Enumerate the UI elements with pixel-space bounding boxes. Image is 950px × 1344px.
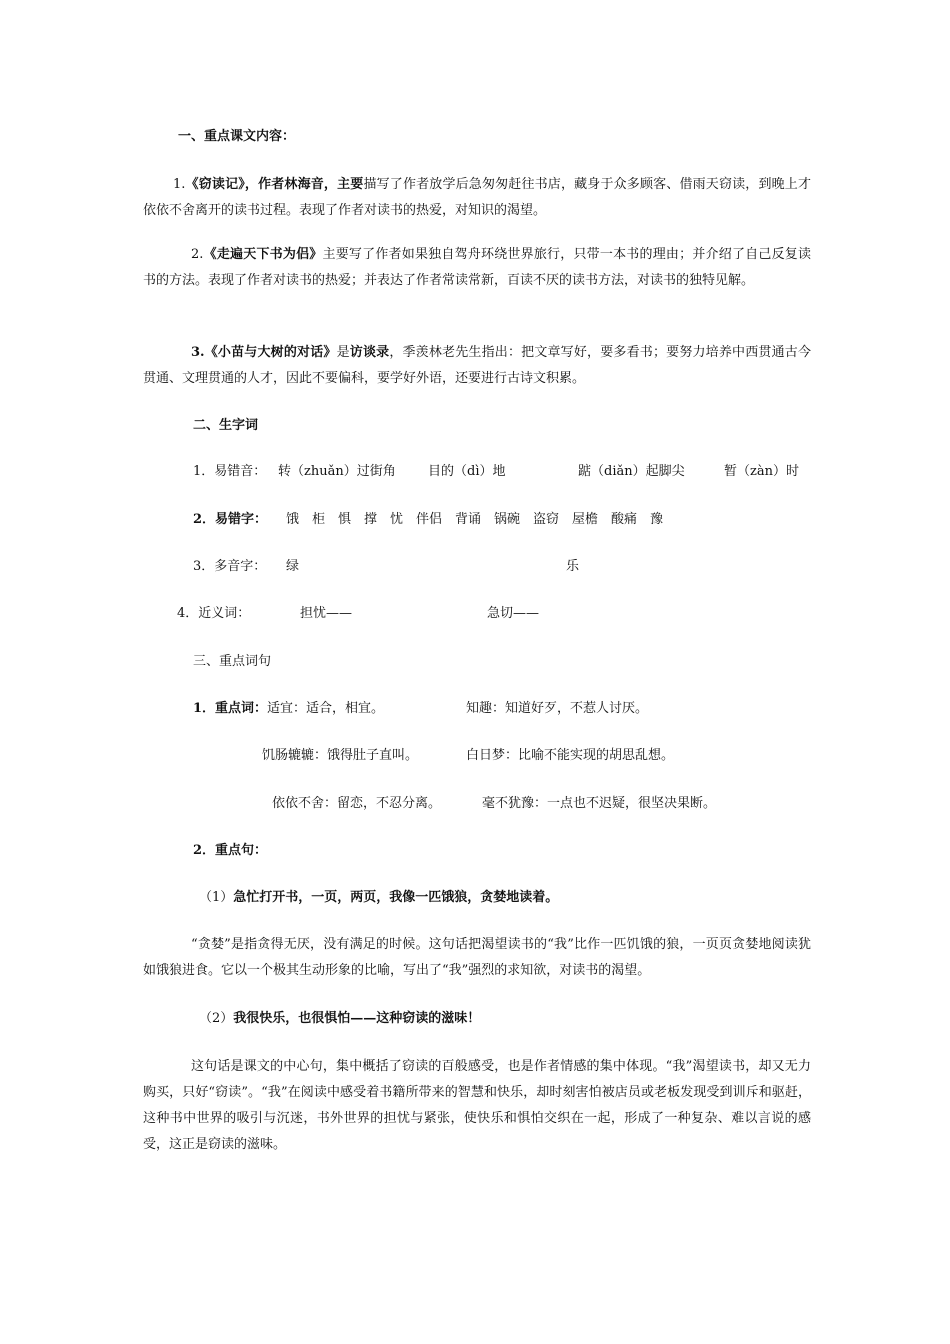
pronunciation-item-4: 暂（zàn）时 [724,464,799,479]
paragraph-1-title: 《窃读记》 [185,177,245,192]
section-heading-2: 二、生字词 [193,418,259,433]
key-word-3: 饥肠辘辘：饿得肚子直叫。 [262,748,419,763]
polyphone-b: 乐 [566,559,580,574]
synonym-b: 急切—— [487,606,540,621]
key-word-5: 依依不舍：留恋，不忍分离。 [272,796,442,811]
paragraph-1-number: 1. [173,177,186,192]
paragraph-3 [143,340,811,392]
key-sentences-label: 2．重点句： [193,843,268,858]
paragraph-3-kind: 访谈录 [349,345,390,360]
polyphone-label: 3．多音字： [193,559,267,574]
section-heading-1: 一、重点课文内容： [178,129,296,144]
key-sentence-2-number: （2） [199,1011,234,1026]
pronunciation-item-1: 转（zhuǎn）过街角 [278,464,396,479]
paragraph-3-title: 3.《小苗与大树的对话》 [191,345,337,360]
polyphone-a: 绿 [286,559,300,574]
key-sentence-1-number: （1） [199,890,234,905]
pronunciation-label: 1．易错音： [193,464,267,479]
error-chars-label: 2．易错字： [193,512,268,527]
paragraph-2-title: 《走遍天下书为侣》 [203,247,323,262]
pronunciation-item-3: 踮（diǎn）起脚尖 [578,464,685,479]
synonym-a: 担忧—— [300,606,353,621]
key-sentence-1 [199,889,558,907]
key-sentence-2 [199,1010,480,1028]
paragraph-1-body: 描写了作者放学后急匆匆赶往书店，藏身于众多顾客、借雨天窃读，到晚上才依依不舍离开的读书过程。表现了作者对读书的热爱，对知识的渴望。 [143,177,811,218]
error-chars-list: 饿 柜 惧 撑 忧 伴侣 背诵 锅碗 盗窃 屋檐 酸痛 豫 [286,512,664,527]
paragraph-2-body: 主要写了作者如果独自驾舟环绕世界旅行，只带一本书的理由；并介绍了自己反复读书的方法。表现了作者对读书的热爱；并表达了作者常读常新，百读不厌的读书方法，对读书的独特见解。 [143,247,811,288]
paragraph-1 [143,172,811,224]
section-heading-3: 三、重点词句 [193,654,272,669]
key-word-1: 适宜：适合，相宜。 [267,701,385,716]
key-sentence-2-explanation: 这句话是课文的中心句，集中概括了窃读的百般感受，也是作者情感的集中体现。“我”渴望读书，却又无力购买，只好“窃读”。“我”在阅读中感受着书籍所带来的智慧和快乐，却时刻害怕被店员或老板发现受到训斥和驱赶，这种书中世界的吸引与沉迷，书外世界的担忧与紧张，使快乐和惧怕交织在一起，形成了一种复杂、难以言说的感受，这正是窃读的滋味。 [143,1059,811,1152]
synonym-label: 4．近义词： [177,606,251,621]
paragraph-2-number: 2. [191,247,204,262]
paragraph-2 [143,242,811,294]
key-words-label: 1．重点词： [193,701,268,716]
key-sentence-1-text: 急忙打开书，一页，两页，我像一匹饿狼，贪婪地读着。 [233,890,559,905]
key-sentence-1-explanation: “贪婪”是指贪得无厌，没有满足的时候。这句话把渴望读书的“我”比作一匹饥饿的狼，一页页贪婪地阅读犹如饿狼进食。它以一个极其生动形象的比喻，写出了“我”强烈的求知欲，对读书的渴望。 [143,937,811,978]
key-word-6: 毫不犹豫：一点也不迟疑，很坚决果断。 [482,796,717,811]
paragraph-1-author: ，作者林海音，主要 [244,177,364,192]
paragraph-3-body: ，季羡林老先生指出：把文章写好，要多看书；要努力培养中西贯通古今贯通、文理贯通的人才，因此不要偏科，要学好外语，还要进行古诗文积累。 [143,345,811,386]
paragraph-3-is: 是 [336,345,350,360]
key-word-4: 白日梦：比喻不能实现的胡思乱想。 [466,748,675,763]
pronunciation-item-2: 目的（dì）地 [428,464,506,479]
key-sentence-2-text: 我很快乐，也很惧怕——这种窃读的滋味！ [233,1011,481,1026]
key-word-2: 知趣：知道好歹，不惹人讨厌。 [466,701,649,716]
